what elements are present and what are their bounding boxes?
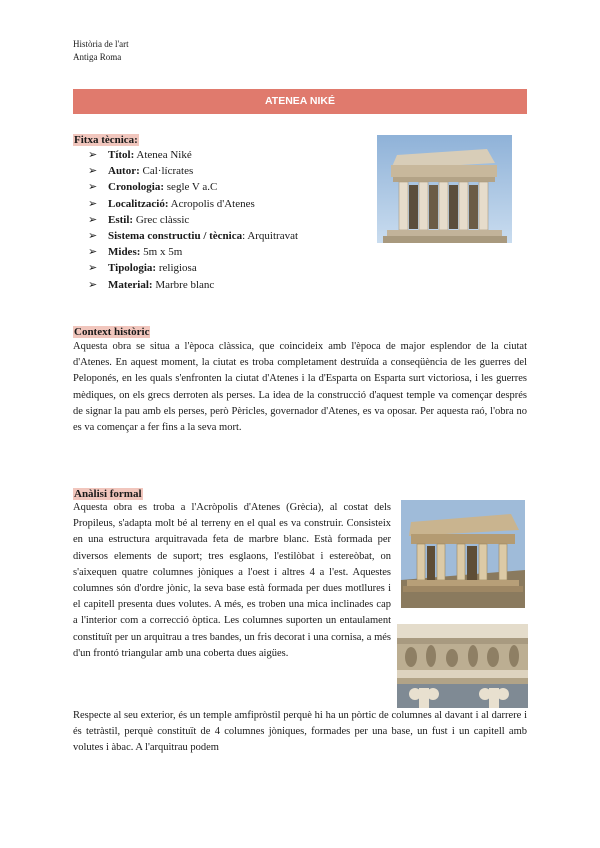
document-header bbox=[73, 38, 129, 64]
context-heading bbox=[73, 322, 150, 340]
fitxa-item-title: ➢ Títol: Atenea Niké bbox=[88, 147, 298, 163]
temple-side-photo bbox=[401, 500, 525, 608]
fitxa-list bbox=[88, 147, 298, 293]
arrow-bullet-icon: ➢ bbox=[88, 230, 98, 243]
fitxa-item-chronology: ➢ Cronologia: segle V a.C bbox=[88, 179, 298, 195]
arrow-bullet-icon: ➢ bbox=[88, 181, 98, 194]
context-title: Context històric bbox=[74, 326, 150, 338]
analisi-paragraph-1: Aquesta obra es troba a l'Acròpolis d'Atenes (Grècia), al costat dels Propileus, s'adapta molt bé al terreny en el qual es va construir. Consisteix en una estructura arquitravada feta de marbre blanc. Està formada per diversos elements de suport; tres esglaons, l'estilòbat i estereòbat, on s'aixequen quatre columnes jòniques a l'oest i altres 4 a l'est. Aquestes columnes són d'ordre jònic, la seva base està formada per dues motllures i el capitell presenta dues volutes. A més, es troben una mica inclinades cap a l'interior com a correcció òptica. Les columnes suporten un entaulament constituït per un arquitrau a tres bandes, un fris decorat i una cornisa, a més d'un frontó triangular amb una coberta dues aigües. bbox=[73, 502, 391, 659]
arrow-bullet-icon: ➢ bbox=[88, 197, 98, 210]
fitxa-item-typology: ➢ Tipologia: religiosa bbox=[88, 260, 298, 276]
frieze-detail-photo bbox=[397, 624, 528, 708]
arrow-bullet-icon: ➢ bbox=[88, 246, 98, 259]
fitxa-item-style: ➢ Estil: Grec clàssic bbox=[88, 212, 298, 228]
fitxa-item-material: ➢ Material: Marbre blanc bbox=[88, 277, 298, 293]
fitxa-title: Fitxa tècnica: bbox=[74, 134, 138, 146]
arrow-bullet-icon: ➢ bbox=[88, 213, 98, 226]
fitxa-item-size: ➢ Mides: 5m x 5m bbox=[88, 244, 298, 260]
title-banner: ATENEA NIKÉ bbox=[73, 89, 527, 114]
temple-photo bbox=[377, 135, 512, 243]
header-subject: Història de l'art bbox=[73, 39, 129, 49]
header-topic: Antiga Roma bbox=[73, 52, 122, 62]
fitxa-item-author: ➢ Autor: Cal·lícrates bbox=[88, 163, 298, 179]
arrow-bullet-icon: ➢ bbox=[88, 262, 98, 275]
analisi-title: Anàlisi formal bbox=[74, 488, 142, 500]
context-paragraph: Aquesta obra se situa a l'època clàssica, que coincideix amb l'època de major esplendor de la ciutat d'Atenes. En aquest moment, la ciutat es troba completament destruïda a conseqüència de les guerres del Peloponés, en les quals s'enfronten la ciutat d'Atenes i la d'Esparta on Esparta surt victoriosa, i les guerres mèdiques, on els grecs derroten als perses. La idea de la construcció d'aquest temple va començar després de signar la pau amb els perses, però Pèricles, governador d'Atenes, es va oposar. Per aquesta raó, l'obra no es va començar a fer fins a la seva mort. bbox=[73, 341, 527, 434]
fitxa-item-location: ➢ Localització: Acropolis d'Atenes bbox=[88, 196, 298, 212]
fitxa-heading bbox=[73, 130, 139, 148]
arrow-bullet-icon: ➢ bbox=[88, 165, 98, 178]
analisi-paragraph-2: Respecte al seu exterior, és un temple amfipròstil perquè hi ha un pòrtic de columnes al davant i al darrere i és tetràstil, perquè constituït de 4 columnes jòniques, formades per una base, un fust i un capitell amb volutes i àbac. A l'arquitrau podem bbox=[73, 710, 527, 754]
arrow-bullet-icon: ➢ bbox=[88, 278, 98, 291]
fitxa-item-technique: ➢ Sistema constructiu / tècnica: Arquitravat bbox=[88, 228, 298, 244]
arrow-bullet-icon: ➢ bbox=[88, 149, 98, 161]
